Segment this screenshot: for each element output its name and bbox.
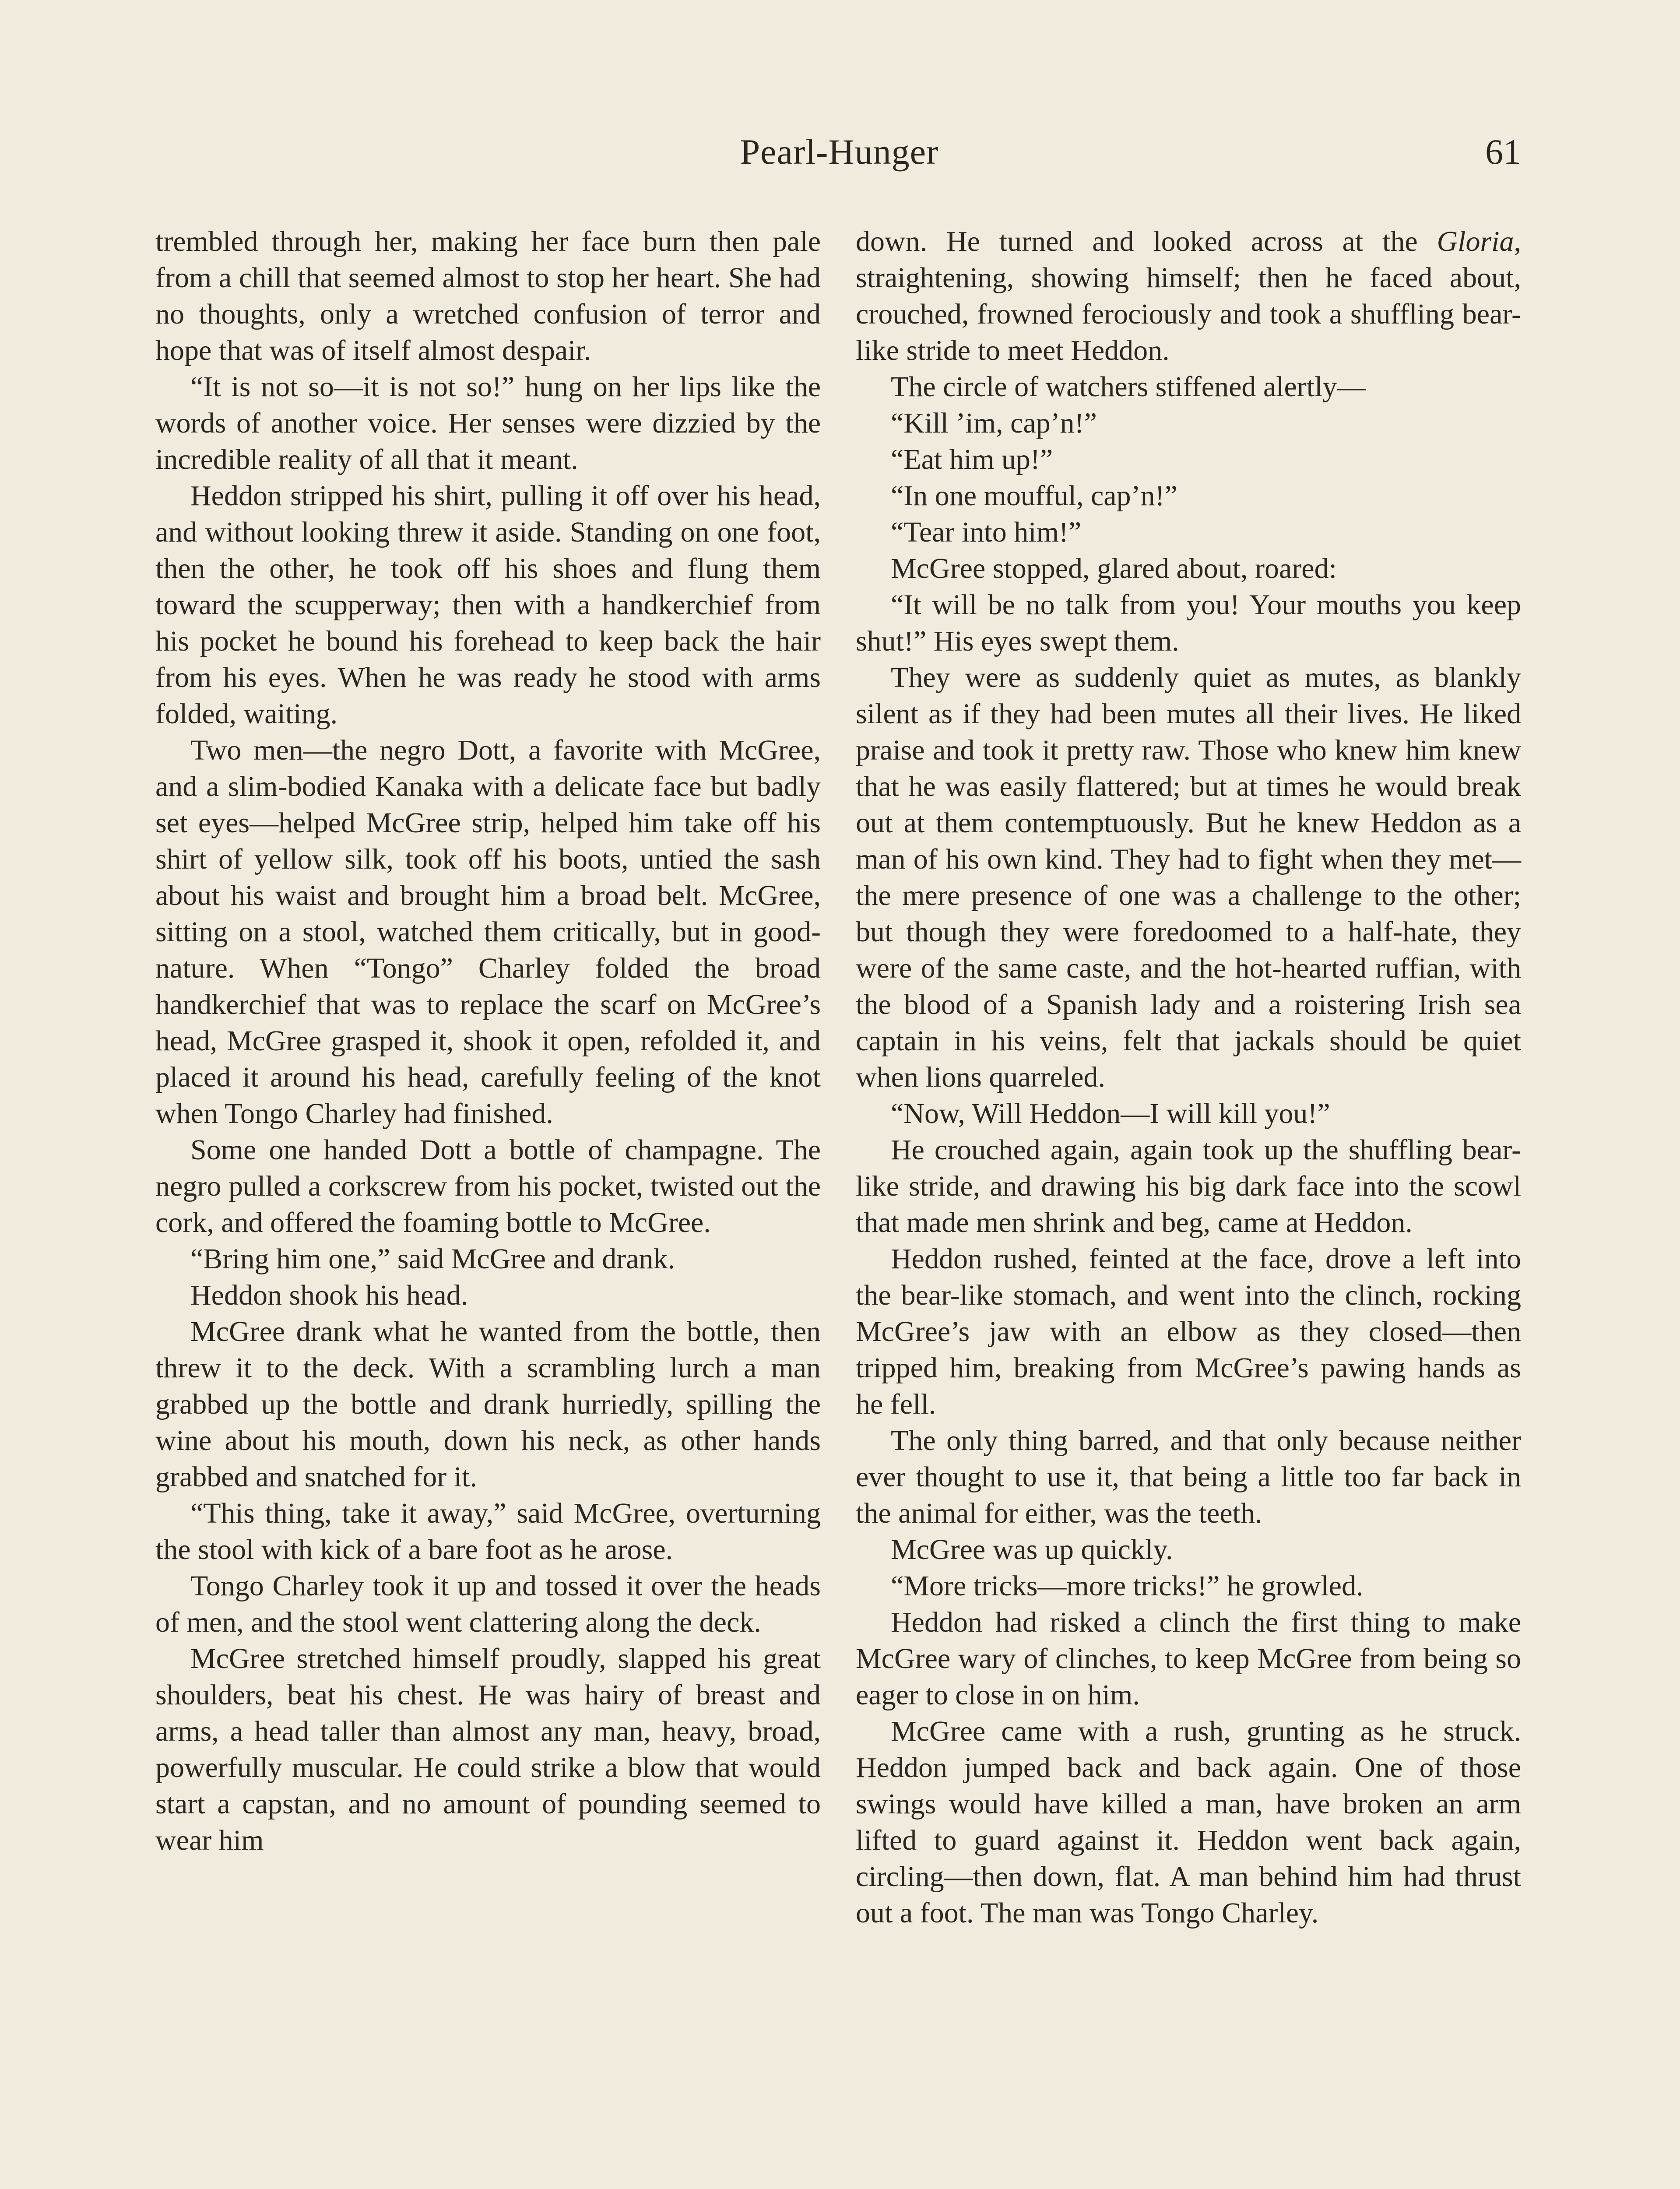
- paragraph: McGree stretched himself proudly, slapped his great shoulders, beat his chest. He was hairy of breast and arms, a head taller than almost any man, heavy, broad, powerfully muscular. He could strike a blow that would start a capstan, and no amount of pounding seemed to wear him: [155, 1643, 821, 1856]
- paragraph: McGree drank what he wanted from the bottle, then threw it to the deck. With a scrambling lurch a man grabbed up the bottle and drank hurriedly, spilling the wine about his mouth, down his neck, as other hands grabbed and snatched for it.: [155, 1316, 821, 1493]
- paragraph-text: down. He turned and looked across at the: [856, 225, 1437, 257]
- paragraph: The circle of watchers stiffened alertly—: [891, 371, 1366, 403]
- paragraph: McGree came with a rush, grunting as he struck. Heddon jumped back and back again. One of those swings would have killed a man, have broken an arm lifted to guard against it. Heddon went back again, circling—then down, flat. A man behind him had thrust out a foot. The man was Tongo Charley.: [856, 1715, 1521, 1929]
- paragraph: trembled through her, making her face burn then pale from a chill that seemed almost to stop her heart. She had no thoughts, only a wretched confusion of terror and hope that was of itself almost despair.: [155, 225, 821, 366]
- paragraph: “Tear into him!”: [891, 516, 1082, 548]
- left-column: [155, 223, 821, 1931]
- paragraph: He crouched again, again took up the shuffling bear-like stride, and drawing his big dark face into the scowl that made men shrink and beg, came at Heddon.: [856, 1134, 1521, 1239]
- paragraph: “More tricks—more tricks!” he growled.: [891, 1570, 1364, 1602]
- paragraph: McGree stopped, glared about, roared:: [891, 553, 1337, 584]
- paragraph: Some one handed Dott a bottle of champagne. The negro pulled a corkscrew from his pocket, twisted out the cork, and offered the foaming bottle to McGree.: [155, 1134, 821, 1239]
- ship-name: Gloria: [1437, 225, 1514, 257]
- running-title: Pearl-Hunger: [740, 132, 939, 172]
- paragraph: Two men—the negro Dott, a favorite with McGree, and a slim-bodied Kanaka with a delicate face but badly set eyes—helped McGree strip, helped him take off his shirt of yellow silk, took off his boots, untied the sash about his waist and brought him a broad belt. McGree, sitting on a stool, watched them critically, but in good-nature. When “Tongo” Charley folded the broad handkerchief that was to replace the scarf on McGree’s head, McGree grasped it, shook it open, refolded it, and placed it around his head, carefully feeling of the knot when Tongo Charley had finished.: [155, 734, 821, 1130]
- page-header: [158, 131, 1521, 193]
- page-number: 61: [1485, 132, 1521, 172]
- paragraph: “Bring him one,” said McGree and drank.: [190, 1243, 675, 1275]
- paragraph: “Kill ’im, cap’n!”: [891, 407, 1097, 439]
- paragraph: “In one moufful, cap’n!”: [891, 480, 1177, 512]
- paragraph: Tongo Charley took it up and tossed it over the heads of men, and the stool went clattering along the deck.: [155, 1570, 821, 1638]
- text-columns: [155, 223, 1521, 1931]
- paragraph: “This thing, take it away,” said McGree, overturning the stool with kick of a bare foot as he arose.: [155, 1497, 821, 1566]
- paragraph: “It is not so—it is not so!” hung on her lips like the words of another voice. Her senses were dizzied by the incredible reality of all that it meant.: [155, 371, 821, 475]
- right-column: [856, 223, 1521, 1931]
- paragraph-text: , straightening, showing himself; then he faced about, crouched, frowned ferociously and took a shuffling bear-like stride to meet Heddon.: [856, 225, 1521, 366]
- paragraph: [856, 223, 1521, 369]
- paragraph: “It will be no talk from you! Your mouths you keep shut!” His eyes swept them.: [856, 589, 1521, 657]
- paragraph: Heddon stripped his shirt, pulling it off over his head, and without looking threw it aside. Standing on one foot, then the other, he took off his shoes and flung them toward the scupperway; then with a handkerchief from his pocket he bound his forehead to keep back the hair from his eyes. When he was ready he stood with arms folded, waiting.: [155, 480, 821, 730]
- paragraph: McGree was up quickly.: [891, 1534, 1173, 1566]
- paragraph: Heddon shook his head.: [190, 1279, 468, 1311]
- paragraph: The only thing barred, and that only because neither ever thought to use it, that being a little too far back in the animal for either, was the teeth.: [856, 1425, 1521, 1529]
- paragraph: Heddon had risked a clinch the first thing to make McGree wary of clinches, to keep McGree from being so eager to close in on him.: [856, 1606, 1521, 1711]
- paragraph: They were as suddenly quiet as mutes, as blankly silent as if they had been mutes all their lives. He liked praise and took it pretty raw. Those who knew him knew that he was easily flattered; but at times he would break out at them contemptuously. But he knew Heddon as a man of his own kind. They had to fight when they met—the mere presence of one was a challenge to the other; but though they were foredoomed to a half-hate, they were of the same caste, and the hot-hearted ruffian, with the blood of a Spanish lady and a roistering Irish sea captain in his veins, felt that jackals should be quiet when lions quarreled.: [856, 662, 1521, 1093]
- paragraph: Heddon rushed, feinted at the face, drove a left into the bear-like stomach, and went into the clinch, rocking McGree’s jaw with an elbow as they closed—then tripped him, breaking from McGree’s pawing hands as he fell.: [856, 1243, 1521, 1420]
- paragraph: “Now, Will Heddon—I will kill you!”: [891, 1098, 1330, 1130]
- paragraph: “Eat him up!”: [891, 443, 1053, 475]
